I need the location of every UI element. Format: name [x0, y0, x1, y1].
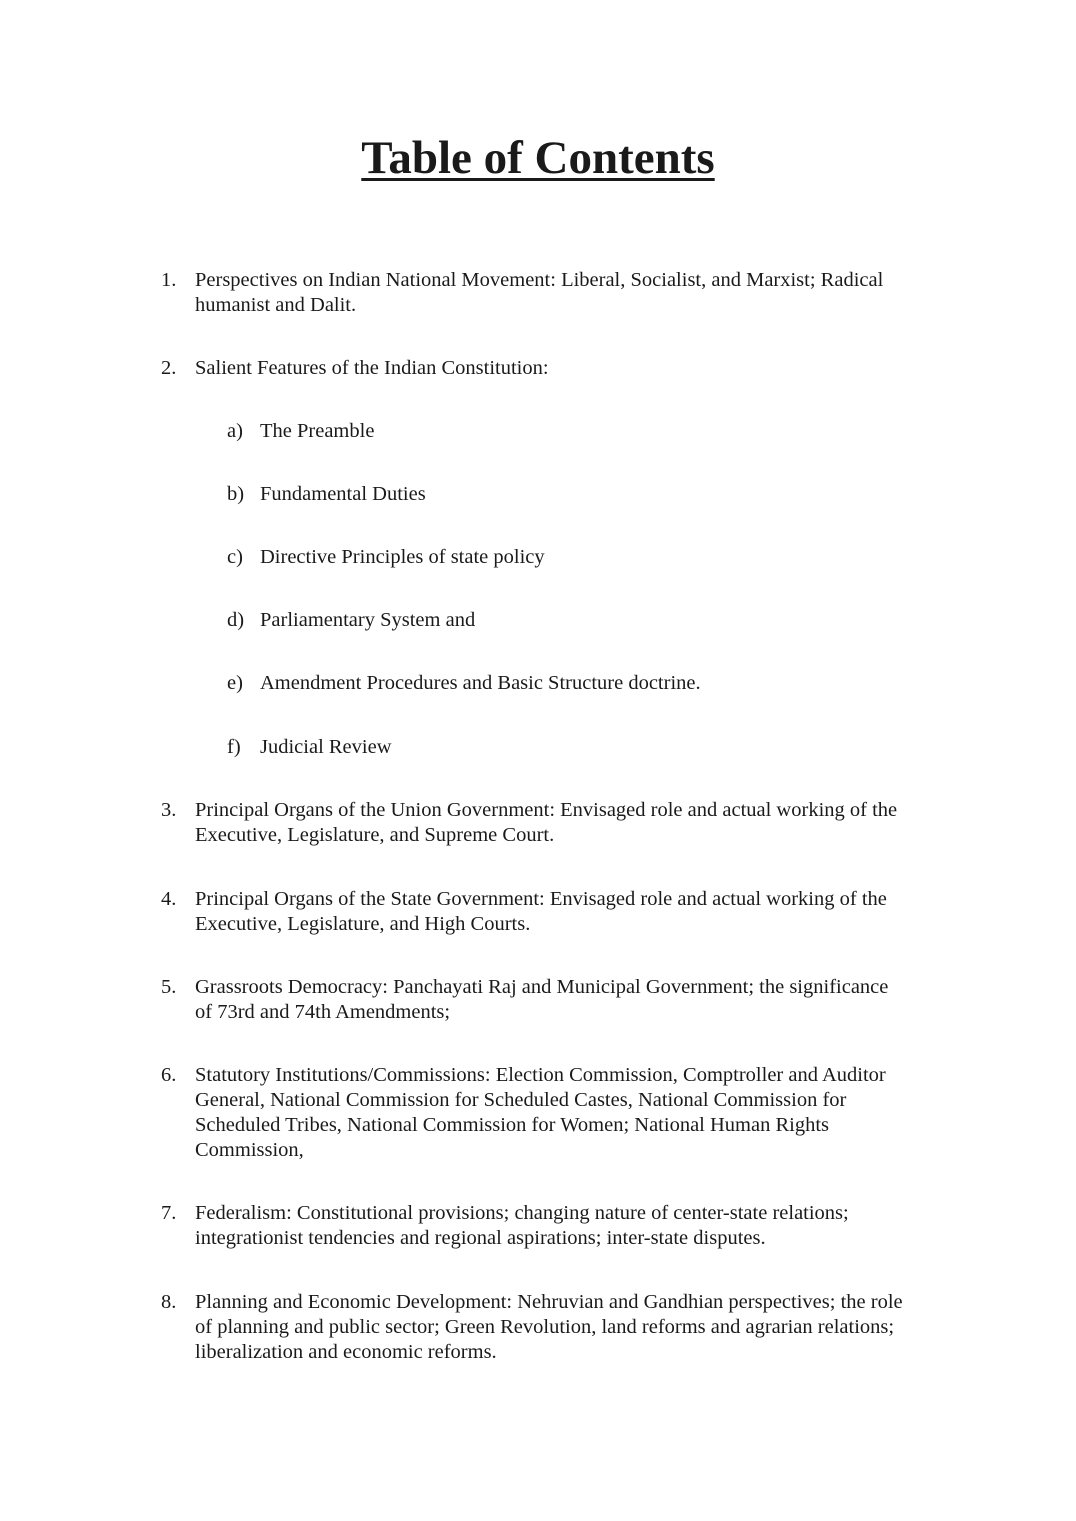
toc-item-line: Salient Features of the Indian Constitution:: [195, 357, 549, 379]
toc-item-number: 7.: [161, 1202, 177, 1224]
toc-item-number: 2.: [161, 357, 177, 379]
toc-subitem-letter: e): [227, 672, 243, 694]
toc-subitem-text: Amendment Procedures and Basic Structure doctrine.: [260, 672, 701, 694]
toc-item-line: Commission,: [195, 1139, 304, 1161]
toc-item-number: 5.: [161, 976, 177, 998]
toc-item-line: Statutory Institutions/Commissions: Election Commission, Comptroller and Auditor: [195, 1064, 886, 1086]
toc-item-line: humanist and Dalit.: [195, 294, 357, 316]
toc-item-line: Principal Organs of the Union Government: Envisaged role and actual working of the: [195, 799, 898, 821]
toc-item-line: of planning and public sector; Green Revolution, land reforms and agrarian relations;: [195, 1316, 895, 1338]
toc-subitem-letter: a): [227, 420, 243, 442]
toc-subitem-letter: f): [227, 736, 241, 758]
toc-item-line: of 73rd and 74th Amendments;: [195, 1001, 451, 1023]
toc-item-line: Scheduled Tribes, National Commission for Women; National Human Rights: [195, 1114, 830, 1136]
toc-item-text: [195, 1063, 955, 1163]
toc-item-line: integrationist tendencies and regional aspirations; inter-state disputes.: [195, 1227, 766, 1249]
toc-subitem-letter: c): [227, 546, 243, 568]
toc-item-text: [195, 356, 955, 381]
toc-item-number: 1.: [161, 269, 177, 291]
page-title-text: Table of Contents: [361, 132, 715, 184]
toc-subitem-text: The Preamble: [260, 420, 375, 442]
toc-item-line: Grassroots Democracy: Panchayati Raj and Municipal Government; the significance: [195, 976, 889, 998]
toc-subitem-letter: b): [227, 483, 245, 505]
toc-item-line: General, National Commission for Scheduled Castes, National Commission for: [195, 1089, 847, 1111]
toc-subitem-text: Directive Principles of state policy: [260, 546, 545, 568]
toc-subitem-text: Parliamentary System and: [260, 609, 476, 631]
toc-item-number: 8.: [161, 1291, 177, 1313]
toc-item-text: [195, 1290, 955, 1365]
toc-subitem-text: Fundamental Duties: [260, 483, 426, 505]
toc-subitem-text: Judicial Review: [260, 736, 392, 758]
toc-item-number: 4.: [161, 888, 177, 910]
toc-item-line: Executive, Legislature, and Supreme Court.: [195, 824, 555, 846]
toc-item-text: [195, 798, 955, 848]
toc-item-line: Perspectives on Indian National Movement: Liberal, Socialist, and Marxist; Radical: [195, 269, 884, 291]
toc-item-text: [195, 975, 955, 1025]
toc-item-number: 3.: [161, 799, 177, 821]
toc-item-text: [195, 887, 955, 937]
toc-item-number: 6.: [161, 1064, 177, 1086]
toc-item-line: Planning and Economic Development: Nehruvian and Gandhian perspectives; the role: [195, 1291, 903, 1313]
toc-item-line: Federalism: Constitutional provisions; changing nature of center-state relations;: [195, 1202, 849, 1224]
toc-item-line: liberalization and economic reforms.: [195, 1341, 497, 1363]
page-title: [0, 128, 1076, 188]
toc-item-text: [195, 268, 955, 318]
toc-subitem-letter: d): [227, 609, 245, 631]
toc-item-line: Executive, Legislature, and High Courts.: [195, 913, 531, 935]
toc-item-text: [195, 1201, 955, 1251]
toc-item-line: Principal Organs of the State Government: Envisaged role and actual working of the: [195, 888, 887, 910]
